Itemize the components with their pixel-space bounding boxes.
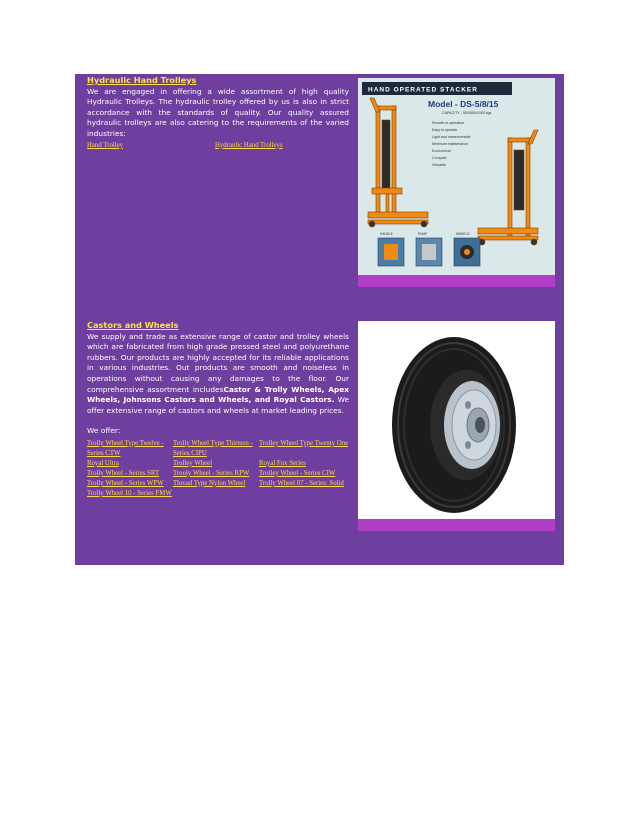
stacker-illustration: [358, 78, 555, 275]
link-trolly-wheel-cipu[interactable]: Trolly Wheel Type Thirteen - Series CIPU: [173, 439, 253, 457]
castors-body-start: We supply and trade as extensive range of castor and trolley wheels which are fabricated from high grade pressed steel and polyurethane rubbers. Our products are highly accepted for its reliable applications in various industries. Out products are smooth and noiseless in operations without causing any damages to the floor. Our comprehensive assortment includes: [87, 331, 349, 394]
castors-body-end: We offer extensive range of castors and wheels at market leading prices.: [87, 395, 349, 415]
link-trolly-wheel-wpw[interactable]: Trolly Wheel - Series WPW: [87, 479, 164, 487]
feature-4: Minimum maintenance: [432, 142, 469, 146]
stacker-banner: HAND OPERATED STACKER: [368, 86, 478, 94]
thumb-label-wheels: WHEELS: [456, 232, 470, 236]
link-thread-type-nylon-wheel[interactable]: Thread Type Nylon Wheel: [173, 479, 246, 487]
link-royal-fox-series[interactable]: Royal Fox Series: [259, 459, 306, 467]
trolley-wheel-image: [358, 321, 555, 519]
link-trolly-wheel-ctw[interactable]: Trolly Wheel Type Twelve - Series CTW: [87, 439, 164, 457]
feature-2: Easy to operate: [432, 128, 458, 132]
castors-body-bold: Castor & Trolly Wheels, Apex Wheels, Johnsons Castors and Wheels, and Royal Castors.: [87, 384, 349, 405]
link-trolley-wheel-ciw[interactable]: Trolley Wheel - Series CIW: [259, 469, 336, 477]
offer-label: We offer:: [87, 426, 121, 436]
link-trolley-wheel-twenty-one[interactable]: Trolley Wheel Type Twenty One: [259, 439, 349, 447]
feature-5: Economical: [432, 149, 451, 153]
feature-1: Smooth in operation: [432, 121, 465, 125]
castors-section: [87, 320, 349, 499]
castors-heading[interactable]: Castors and Wheels: [87, 320, 179, 330]
hydraulic-description: We are engaged in offering a wide assortment of high quality Hydraulic Trolleys. The hydraulic trolley offered by us is also in strict accordance with the standards of quality. Our quality assured hydraulic trolleys are also catering to the requirements of the varied industries:: [87, 86, 349, 138]
link-trolley-wheel[interactable]: Trolley Wheel: [173, 459, 213, 467]
link-royal-ultra[interactable]: Royal Ultra: [87, 459, 119, 467]
wheel-image-bar: [358, 519, 555, 531]
hydraulic-hand-trolleys-link[interactable]: Hydraulic Hand Trolleys: [215, 141, 283, 149]
stacker-model: Model - DS-5/8/15: [428, 99, 499, 109]
link-trolly-wheel-10-fmw[interactable]: Trolly Wheel 10 - Series FMW: [87, 489, 172, 497]
link-trolly-wheel-07-solid[interactable]: Trolly Wheel 07 - Series: Solid: [259, 479, 344, 487]
feature-7: Versatile: [432, 163, 446, 167]
wheel-links-grid: [87, 439, 349, 499]
thumb-label-pump: PUMP: [418, 232, 428, 236]
stacker-capacity: CAPACITY - 500/800/1500 kgs: [442, 111, 492, 115]
wheel-illustration: [358, 321, 555, 519]
castors-description: [87, 332, 349, 417]
link-trooly-wheel-rpw[interactable]: Trooly Wheel - Series RPW: [173, 469, 250, 477]
stacker-image-bar: [358, 275, 555, 287]
thumb-label-handle: HANDLE: [380, 232, 393, 236]
hand-trolley-link[interactable]: Hand Trolley: [87, 141, 124, 149]
link-trolly-wheel-srt[interactable]: Trolly Wheel - Series SRT: [87, 469, 160, 477]
feature-3: Light and maneuverable: [432, 135, 471, 139]
hydraulic-heading[interactable]: Hydraulic Hand Trolleys: [87, 75, 197, 85]
hydraulic-section: [87, 75, 349, 151]
hand-operated-stacker-image: [358, 78, 555, 275]
feature-6: Compact: [432, 156, 447, 160]
